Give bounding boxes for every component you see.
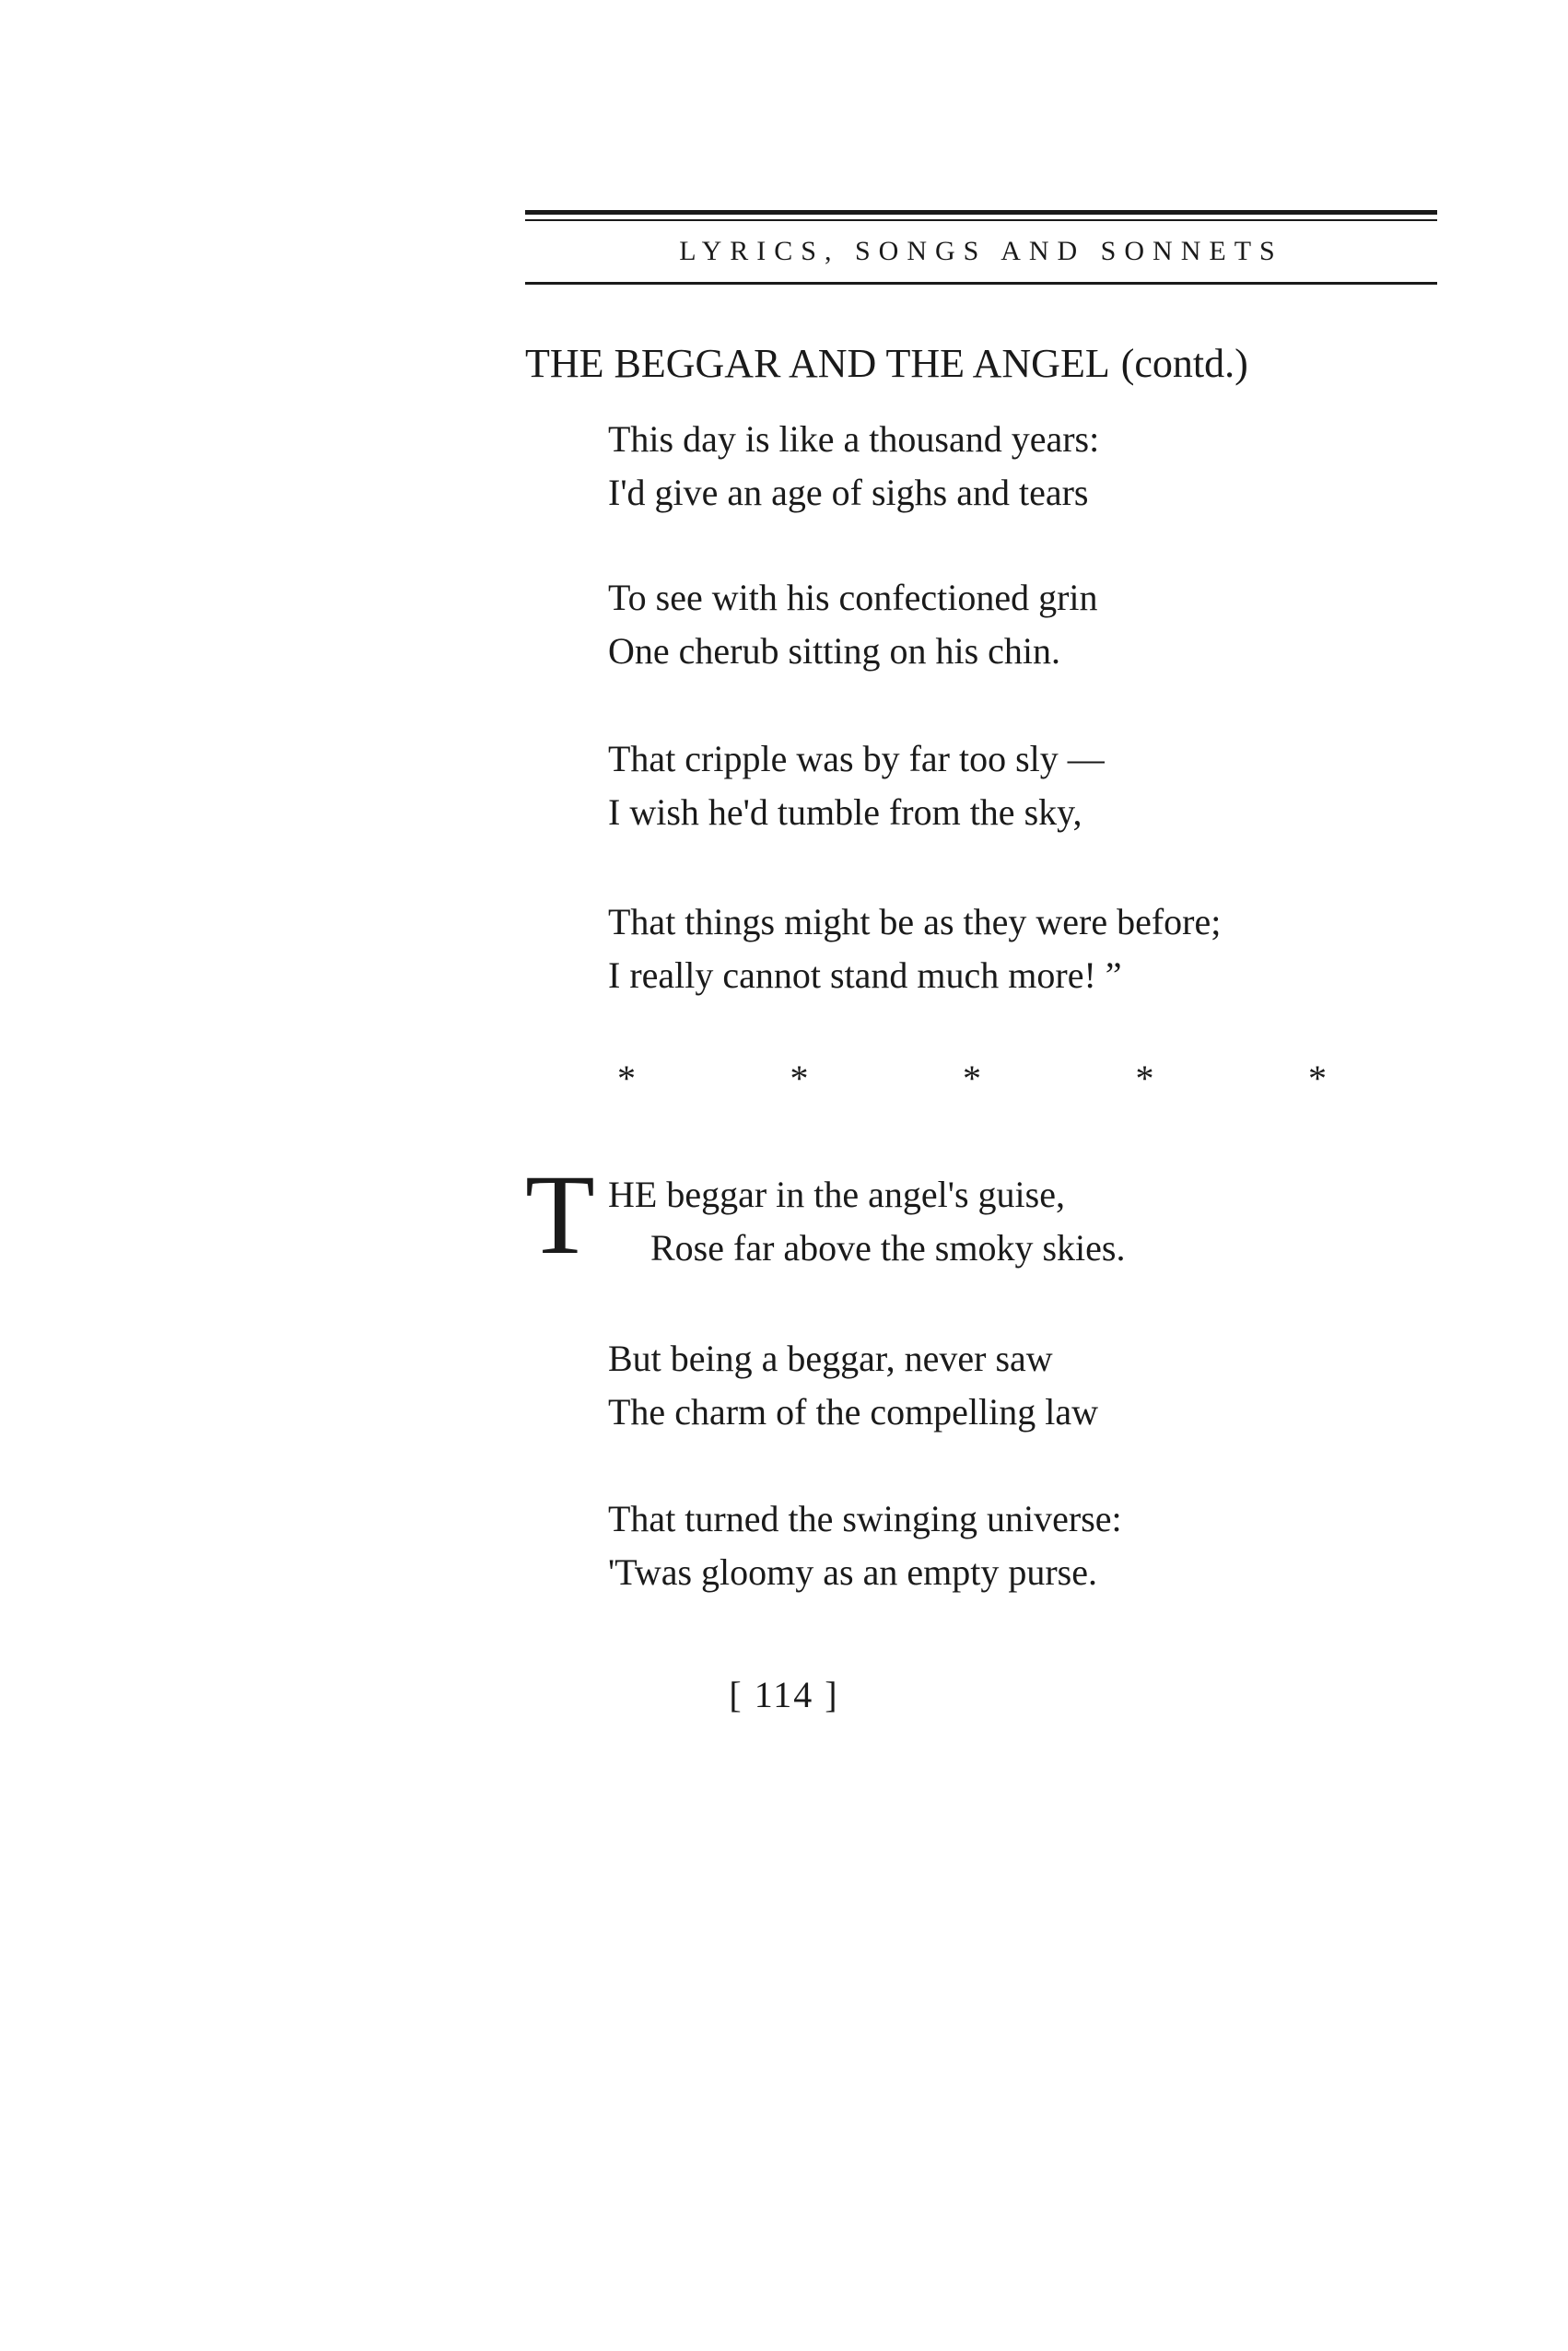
stanza: [608, 571, 1437, 678]
verse-line: One cherub sitting on his chin.: [608, 630, 1061, 672]
verse-line: That things might be as they were before;: [608, 901, 1222, 942]
stanza: [608, 413, 1437, 520]
stanza: [608, 895, 1437, 1002]
verse-line: To see with his confectioned grin: [608, 577, 1098, 618]
verse-line: I wish he'd tumble from the sky,: [608, 791, 1082, 833]
asterisk: *: [617, 1058, 636, 1099]
asterisk: *: [790, 1058, 809, 1099]
verse-line: But being a beggar, never saw: [608, 1338, 1053, 1379]
verse-line: I really cannot stand much more! ”: [608, 954, 1122, 996]
asterisk: *: [1308, 1058, 1327, 1099]
stanza: [608, 1332, 1437, 1439]
verse-line: That cripple was by far too sly —: [608, 738, 1105, 779]
verse-line: This day is like a thousand years:: [608, 418, 1100, 460]
asterisk: *: [1135, 1058, 1154, 1099]
running-head: [525, 210, 1437, 285]
stanza: [608, 732, 1437, 839]
verse-line: Rose far above the smoky skies.: [650, 1227, 1126, 1269]
verse-line: HE beggar in the angel's guise,: [608, 1174, 1065, 1215]
section-break: [617, 1056, 1327, 1102]
poem-title-text: THE BEGGAR AND THE ANGEL: [525, 341, 1110, 386]
header-rule-thick: [525, 210, 1437, 215]
page-number: [ 114 ]: [729, 1674, 839, 1715]
verse-line: That turned the swinging universe:: [608, 1498, 1122, 1539]
stanza: [608, 1492, 1437, 1599]
verse-line: 'Twas gloomy as an empty purse.: [608, 1551, 1097, 1593]
verse-line: I'd give an age of sighs and tears: [608, 472, 1089, 513]
asterisk: *: [963, 1058, 981, 1099]
poem-title: [525, 336, 1248, 392]
running-head-title: LYRICS, SONGS AND SONNETS: [679, 236, 1283, 266]
drop-cap: T: [525, 1152, 595, 1278]
header-rule-bottom: [525, 282, 1437, 285]
verse-line: The charm of the compelling law: [608, 1391, 1099, 1433]
poem-title-suffix: (contd.): [1120, 341, 1248, 386]
